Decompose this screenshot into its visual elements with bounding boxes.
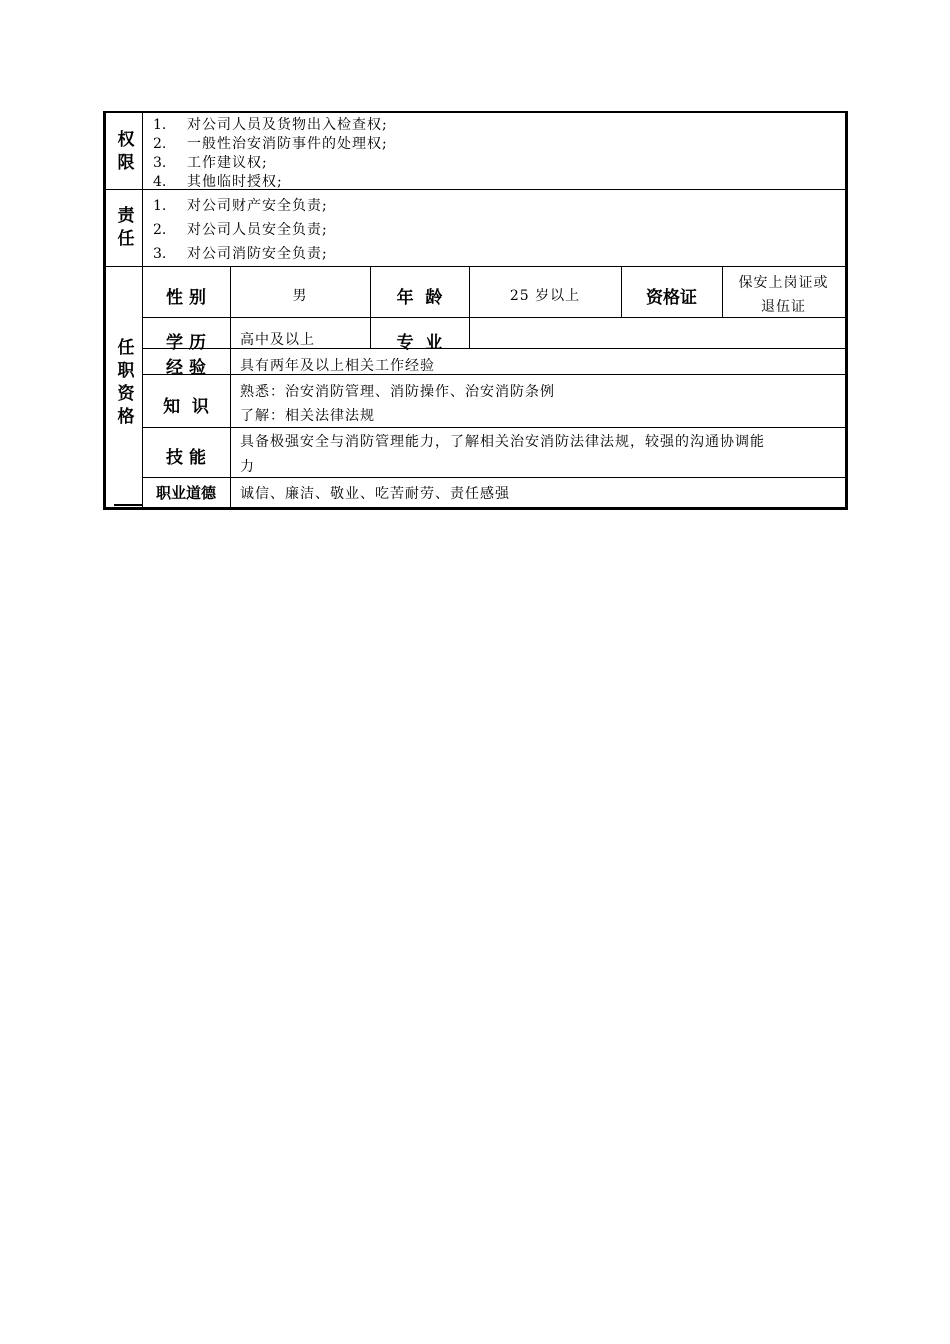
authority-item-1: [153, 116, 388, 135]
authority-item-2-text: 一般性治安消防事件的处理权;: [187, 136, 388, 152]
authority-label: 权 限: [117, 130, 135, 173]
responsibility-item-1-num: 1.: [153, 198, 167, 214]
responsibility-item-1: [153, 197, 328, 216]
qualification-label: 任 职 资 格: [117, 338, 135, 427]
cert-value-line2: 退伍证: [761, 299, 806, 315]
responsibility-item-2: [153, 221, 328, 240]
skill-line2: 力: [240, 459, 255, 475]
skill-label: 技 能: [166, 448, 206, 468]
cert-label: 资格证: [646, 288, 697, 308]
knowledge-line2: 了解：相关法律法规: [240, 408, 375, 424]
ethics-label: 职业道德: [155, 484, 216, 502]
age-label-right: [469, 266, 470, 348]
job-description-table: [103, 111, 848, 510]
knowledge-line1: 熟悉：治安消防管理、消防操作、治安消防条例: [240, 384, 555, 400]
authority-item-2-num: 2.: [153, 136, 167, 152]
authority-item-3-text: 工作建议权;: [187, 155, 268, 171]
skill-line1: 具备极强安全与消防管理能力，了解相关治安消防法律法规，较强的沟通协调能: [240, 434, 765, 450]
row5-bottom: [142, 477, 845, 478]
responsibility-divider: [106, 266, 845, 267]
row1-bottom: [142, 317, 845, 318]
cert-value-line1: 保安上岗证或: [738, 275, 829, 291]
responsibility-item-1-text: 对公司财产安全负责;: [187, 198, 328, 214]
experience-value: 具有两年及以上相关工作经验: [240, 358, 435, 374]
authority-item-1-num: 1.: [153, 117, 167, 133]
authority-item-4-num: 4.: [153, 174, 167, 190]
education-label: 学 历: [166, 333, 206, 353]
responsibility-label: 责 任: [117, 206, 135, 249]
gender-value: 男: [292, 288, 308, 304]
authority-item-3-num: 3.: [153, 155, 167, 171]
responsibility-item-3: [153, 245, 328, 264]
gender-label: 性 别: [166, 288, 206, 308]
row4-bottom: [142, 427, 845, 428]
authority-item-4-text: 其他临时授权;: [187, 174, 283, 190]
authority-item-3: [153, 154, 268, 173]
age-label: 年 龄: [396, 288, 443, 308]
responsibility-item-3-text: 对公司消防安全负责;: [187, 246, 328, 262]
experience-label: 经 验: [166, 358, 206, 378]
ethics-value: 诚信、廉洁、敬业、吃苦耐劳、责任感强: [240, 486, 510, 502]
education-value: 高中及以上: [240, 332, 315, 348]
label-column-bottom-stub: [114, 504, 142, 506]
age-value: 25 岁以上: [509, 288, 581, 304]
authority-item-2: [153, 135, 388, 154]
responsibility-item-3-num: 3.: [153, 246, 167, 262]
authority-item-4: [153, 173, 283, 192]
responsibility-item-2-text: 对公司人员安全负责;: [187, 222, 328, 238]
knowledge-label: 知 识: [163, 397, 209, 417]
responsibility-item-2-num: 2.: [153, 222, 167, 238]
major-label: 专 业: [396, 333, 443, 353]
authority-item-1-text: 对公司人员及货物出入检查权;: [187, 117, 388, 133]
